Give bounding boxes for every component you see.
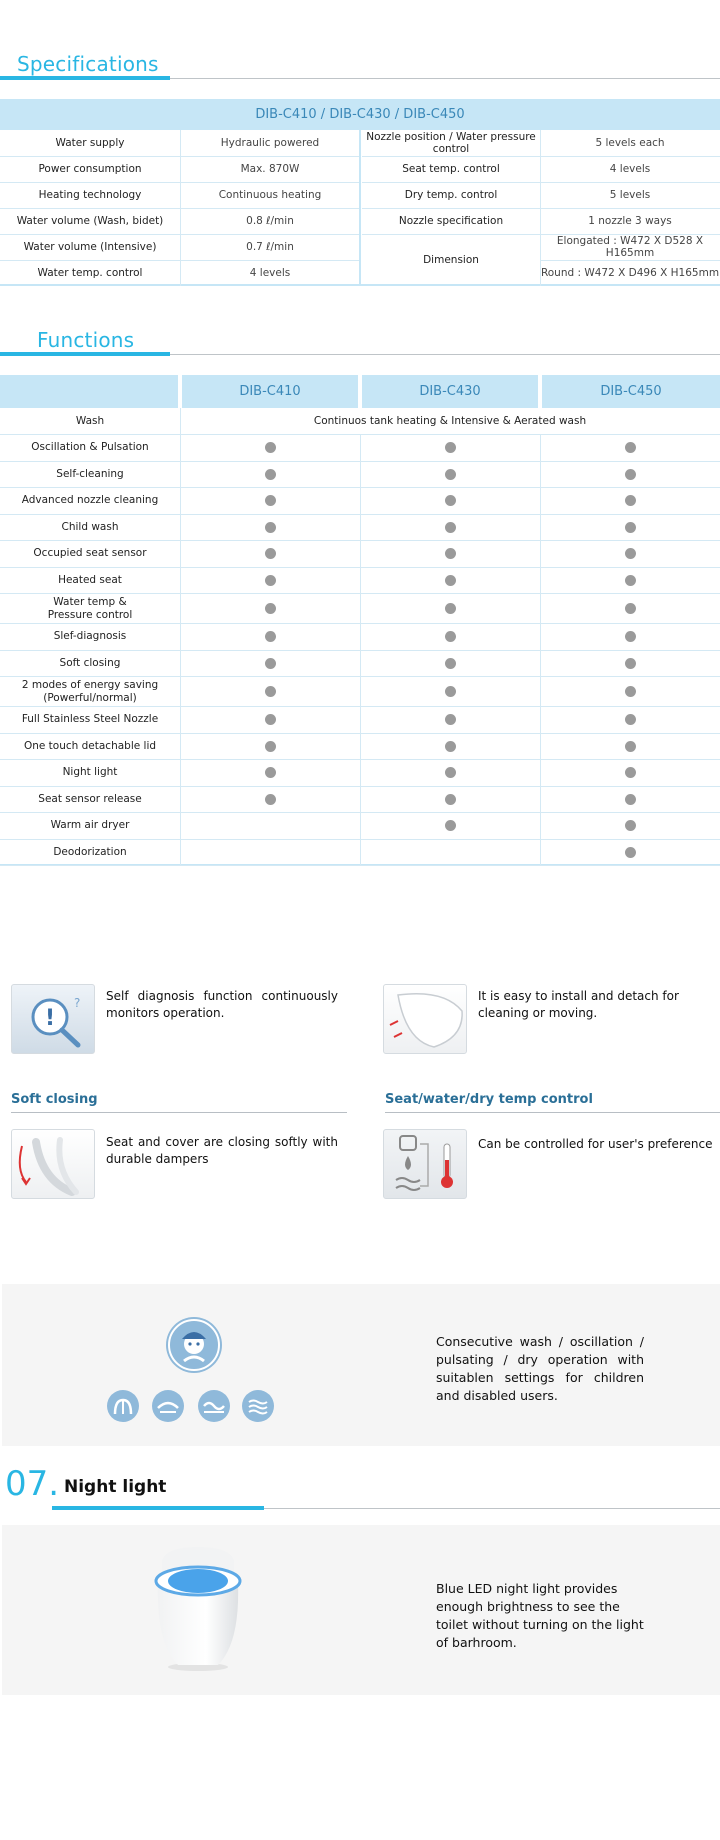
user-icon [166,1317,222,1373]
functions-heading [0,328,720,350]
soft-closing-title: Soft closing [11,1092,98,1107]
spec-value: 4 levels [609,163,651,175]
function-label: Wash [75,414,105,427]
function-label: 2 modes of energy saving (Powerful/normal) [21,678,159,704]
support-cell [540,624,720,650]
supported-dot-icon [265,686,276,697]
support-cell [540,515,720,541]
support-cell [540,734,720,760]
specifications-table [0,99,720,286]
support-cell [360,734,540,760]
support-cell [360,488,540,514]
model-header-c410: DIB-C410 [182,375,358,408]
spec-label: Seat temp. control [402,163,500,175]
support-cell [540,594,720,623]
support-cell [360,594,540,623]
night-light-divider [264,1508,720,1509]
function-label: One touch detachable lid [23,739,157,752]
support-cell [180,813,360,839]
heading-divider [170,354,720,355]
col-divider [180,130,181,286]
supported-dot-icon [265,741,276,752]
detachable-lid-text: It is easy to install and detach for cleaning or moving. [478,989,679,1020]
support-cell [540,435,720,461]
supported-dot-icon [265,767,276,778]
col-divider [180,408,181,866]
toilet-night-light-image [148,1543,248,1677]
supported-dot-icon [265,442,276,453]
supported-dot-icon [625,548,636,559]
spec-value: 0.7 ℓ/min [246,241,294,253]
supported-dot-icon [625,658,636,669]
header-blank-cell [0,375,178,408]
support-cell [180,760,360,786]
supported-dot-icon [445,658,456,669]
supported-dot-icon [265,714,276,725]
spec-value: 5 levels each [595,137,665,149]
temp-control-text: Can be controlled for user's preference [478,1137,713,1151]
functions-table [0,375,720,866]
support-cell [360,624,540,650]
support-cell [360,515,540,541]
heading-divider [170,78,720,79]
col-divider [540,435,541,866]
night-light-panel [2,1525,720,1695]
spec-value: 0.8 ℓ/min [246,215,294,227]
row-divider [540,260,720,261]
pulsating-icon [198,1390,230,1422]
dry-icon [242,1390,274,1422]
support-cell [180,787,360,813]
detachable-lid-image [383,984,467,1054]
spec-label: Heating technology [38,189,142,201]
supported-dot-icon [625,575,636,586]
supported-dot-icon [445,575,456,586]
support-cell [540,707,720,733]
temp-control-image [383,1129,467,1199]
support-cell [180,541,360,567]
oscillation-icon [152,1390,184,1422]
function-label: Self-cleaning [56,467,124,480]
temp-control-divider [385,1112,720,1113]
function-label: Advanced nozzle cleaning [21,494,159,507]
support-cell [360,462,540,488]
spec-label: Power consumption [38,163,142,175]
support-cell [360,813,540,839]
heading-accent-bar [0,352,170,356]
support-cell [540,787,720,813]
support-cell [360,541,540,567]
night-light-title: Night light [64,1477,167,1497]
function-label: Water temp & Pressure control [47,595,133,621]
supported-dot-icon [265,495,276,506]
temp-control-title: Seat/water/dry temp control [385,1092,593,1107]
spec-value: Continuous heating [218,189,322,201]
support-cell [180,707,360,733]
row-divider [362,208,720,209]
spec-dimension-value: Round : W472 X D496 X H165mm [540,267,720,279]
function-label: Occupied seat sensor [33,547,147,560]
soft-closing-text: Seat and cover are closing softly with durable dampers [106,1135,338,1166]
supported-dot-icon [445,794,456,805]
support-cell [540,677,720,706]
function-label: Soft closing [59,656,121,669]
supported-dot-icon [445,820,456,831]
function-label: Oscillation & Pulsation [31,441,149,454]
specifications-heading [0,52,720,74]
support-cell [360,760,540,786]
functions-title: Functions [37,328,135,352]
supported-dot-icon [625,495,636,506]
support-cell [180,568,360,594]
wash-description: Continuos tank heating & Intensive & Aerated wash [313,415,587,427]
supported-dot-icon [265,658,276,669]
row-divider [362,234,720,235]
support-cell [360,651,540,677]
self-diagnosis-image [11,984,95,1054]
supported-dot-icon [265,794,276,805]
supported-dot-icon [445,714,456,725]
model-header-c430: DIB-C430 [362,375,538,408]
functions-table-body [0,408,720,866]
function-label: Warm air dryer [50,819,130,832]
supported-dot-icon [445,767,456,778]
support-cell [180,594,360,623]
section-number: 07. [5,1464,60,1504]
self-diagnosis-text: Self diagnosis function continuously monitors operation. [106,989,338,1020]
support-cell [360,568,540,594]
support-cell [540,541,720,567]
supported-dot-icon [265,522,276,533]
function-label: Slef-diagnosis [53,630,127,643]
supported-dot-icon [625,631,636,642]
function-label: Child wash [61,520,119,533]
spec-value: 4 levels [249,267,291,279]
support-cell [180,515,360,541]
support-cell [540,840,720,866]
col-divider [540,130,541,286]
support-cell [180,435,360,461]
supported-dot-icon [625,714,636,725]
support-cell [540,568,720,594]
spec-dimension-label: Dimension [423,254,479,266]
svg-text:?: ? [74,996,81,1010]
support-cell [540,760,720,786]
supported-dot-icon [625,522,636,533]
supported-dot-icon [265,548,276,559]
spec-label: Nozzle position / Water pressure control [366,131,536,155]
spec-value: 1 nozzle 3 ways [588,215,672,227]
supported-dot-icon [625,469,636,480]
support-cell [180,488,360,514]
consecutive-operation-text: Consecutive wash / oscillation / pulsating / dry operation with suitablen settings for children and disabled users. [436,1334,644,1403]
supported-dot-icon [625,767,636,778]
supported-dot-icon [625,820,636,831]
svg-text:!: ! [44,1006,56,1031]
spec-label: Dry temp. control [404,189,498,201]
support-cell [180,677,360,706]
supported-dot-icon [265,603,276,614]
supported-dot-icon [625,686,636,697]
row-divider [362,182,720,183]
night-light-accent-bar [52,1506,264,1510]
support-cell [540,488,720,514]
spec-label: Nozzle specification [398,215,504,227]
support-cell [540,813,720,839]
function-label: Seat sensor release [38,792,142,805]
supported-dot-icon [445,631,456,642]
col-divider [360,435,361,866]
spec-value: Hydraulic powered [220,137,320,149]
support-cell [180,462,360,488]
support-cell [360,840,540,866]
support-cell [180,624,360,650]
support-cell [360,677,540,706]
functions-table-header [0,375,720,408]
night-light-text: Blue LED night light provides enough brightness to see the toilet without turning on the light of barhroom. [436,1581,644,1650]
supported-dot-icon [445,548,456,559]
soft-closing-divider [11,1112,347,1113]
support-cell [180,734,360,760]
function-label: Deodorization [53,845,127,858]
support-cell [360,787,540,813]
supported-dot-icon [445,495,456,506]
spec-label: Water temp. control [37,267,143,279]
support-cell [540,651,720,677]
model-header-c450: DIB-C450 [542,375,720,408]
function-label: Heated seat [58,573,122,586]
function-label: Full Stainless Steel Nozzle [21,713,159,726]
spec-label: Water supply [55,137,125,149]
supported-dot-icon [445,686,456,697]
col-divider [359,130,361,286]
spec-label: Water volume (Intensive) [23,241,157,253]
function-label: Night light [62,766,118,779]
supported-dot-icon [445,522,456,533]
spec-table-body [0,130,720,286]
supported-dot-icon [625,794,636,805]
support-cell [180,651,360,677]
spec-table-header: DIB-C410 / DIB-C430 / DIB-C450 [0,99,720,130]
supported-dot-icon [265,575,276,586]
supported-dot-icon [625,603,636,614]
supported-dot-icon [445,603,456,614]
function-row-wash [0,408,720,435]
support-cell [180,840,360,866]
supported-dot-icon [625,741,636,752]
consecutive-operation-panel [2,1284,720,1446]
supported-dot-icon [445,741,456,752]
spec-label: Water volume (Wash, bidet) [16,215,164,227]
specifications-title: Specifications [17,52,159,76]
spec-dimension-value: Elongated : W472 X D528 X H165mm [556,235,704,259]
supported-dot-icon [445,442,456,453]
row-divider [362,156,720,157]
support-cell [540,462,720,488]
support-cell [360,435,540,461]
support-cell [360,707,540,733]
supported-dot-icon [625,847,636,858]
supported-dot-icon [625,442,636,453]
spec-value: Max. 870W [240,163,300,175]
spec-value: 5 levels [609,189,651,201]
soft-closing-image [11,1129,95,1199]
supported-dot-icon [445,469,456,480]
supported-dot-icon [265,469,276,480]
wash-icon [107,1390,139,1422]
supported-dot-icon [265,631,276,642]
heading-accent-bar [0,76,170,80]
